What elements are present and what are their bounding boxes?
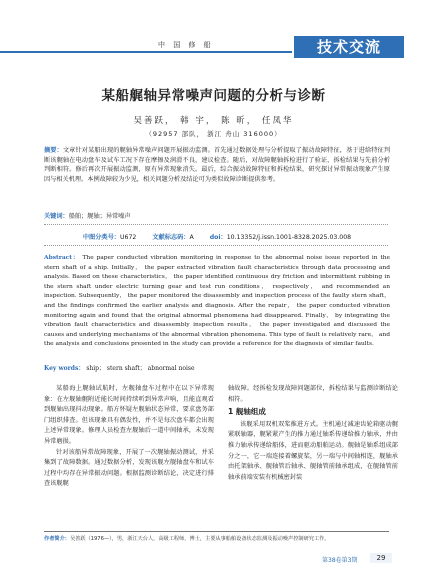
section-banner: 技术交流: [294, 36, 404, 58]
keywords-cn-text: 船舶；艉轴；异常噪声: [68, 213, 131, 220]
meta-divider-bottom: [44, 245, 388, 246]
clc-value: U672: [120, 234, 137, 241]
paper-title: 某船艉轴异常噪声问题的分析与诊断: [101, 88, 326, 104]
footnote-label: 作者简介：: [44, 536, 70, 542]
keywords-cn-label: 关键词：: [44, 213, 69, 220]
keywords-en-text: ship； stern shaft； abnormal noise: [86, 365, 195, 372]
clc-label: 中图分类号：: [82, 234, 120, 241]
doc-code-value: A: [189, 234, 194, 241]
abstract-en-text: The paper conducted vibration monitoring in response to the abnormal noise issue reported in the stern shaft of a ship. Initially， the paper extracted vibration fault characteristics through data processing and analysis. Based on these characteristics， the paper identified continuous dry friction and intermittent rubbing in the stern shaft under electric turning gear and test run conditions， respectively， and recommended an inspection. Subsequently， the paper monitored the disassembly and inspection process of the faulty stern shaft， and the findings confirmed the earlier analysis and diagnosis. After the repair， the paper conducted vibration monitoring again and found that the original abnormal phenomena had disappeared. Finally， by integrating the vibration fault characteristics and disassembly inspection results， the paper investigated and discussed the causes and underlying mechanisms of the abnormal vibration phenomena. This type of fault is relatively rare， and the analysis and conclusions presented in the study can provide a reference for the diagnosis of similar faults.: [44, 255, 391, 348]
abstract-cn-text: 文章针对某船出现的艉轴异常噪声问题开展振动监测。首先通过数据处理与分析提取了振动故障特征，基于进给特征判断该艉轴在电动盘车及试车工况下存在摩擦及润滑不良，建议检查。随后，对故障艉轴拆检进行了验证，拆检结果与先前分析判断相符。修后再次开展振动监测，原有异常现象消失。最后，综合振动故障特征和拆检结果，研究探讨异常振动现象产生原因与相关机理。本例故障较为少见，相关问题分析及结论可为类似故障诊断提供参考。: [44, 147, 391, 183]
body-column-left: [44, 384, 214, 490]
doc-code-label: 文献标志码：: [152, 234, 190, 241]
abstract-chinese: [44, 146, 390, 184]
meta-divider-top: [44, 224, 388, 225]
body-paragraph: 某船海上艉轴试航时，左舰轴盘车过程中在以下异常现象：在左舰轴艉附近能长时间持续听到异常声响，且能直观看到舰轴出现抖动现象。船方怀疑左舰轴状态异常，要求盘务部门组织排查。但该现象具有偶发性，并不是每次盘车都会出现上述异常现象。修理人员检查左舰轴后一道中间轴承，未发现异常磨损。: [44, 385, 214, 445]
paper-affiliation: （92957 部队， 浙江 舟山 316000）: [145, 130, 282, 138]
page-number: 29: [370, 553, 392, 563]
doi-value: 10.13352/j.issn.1001-8328.2025.03.008: [226, 234, 352, 241]
body-column-right: [228, 384, 398, 483]
doc-code-field: [152, 232, 193, 241]
author-footnote: [44, 535, 390, 542]
issue-label: 第38卷第3期: [322, 557, 358, 564]
journal-name: 中 国 修 船: [158, 41, 214, 49]
abstract-english: [44, 253, 390, 350]
footnote-text: 吴善跃（1976—），男，浙江天台人，高级工程师，博士，主要从事船舶设备状态监测及振动噪声控制研究工作。: [69, 536, 330, 542]
doi-label: doi：: [209, 234, 227, 241]
keywords-english: [44, 363, 390, 372]
doi-field: [210, 232, 351, 241]
keywords-en-label: Key words：: [44, 365, 85, 372]
paper-authors: 吴善跃， 韩 宇， 陈 昕， 任凤华: [133, 116, 294, 126]
header-rule: [0, 51, 292, 53]
keywords-chinese: [44, 211, 390, 220]
section-heading: 1 舰轴组成: [228, 407, 266, 417]
article-metadata: [44, 232, 390, 241]
abstract-cn-label: 摘要：: [44, 147, 63, 154]
body-paragraph: 针对该船异常故障现象，开展了一次艉轴振动测试，并采集到了故障数据。通过数据分析，发现该舰左舰轴盘车和试车过程中均存在异常振动问题。根据监测诊断结论，决定进行排查该舰艉: [44, 448, 214, 488]
footnote-rule: [44, 531, 389, 532]
abstract-en-label: Abstract：: [44, 254, 80, 261]
body-paragraph: 该舰采用双机双桨推进方式。主机通过减速齿轮箱驱动艉紧联轴器，艉紧紧产生的推力通过轴系传递给推力轴承，并由推力轴承传递给船体，进而驱动船舶运动。舰轴是轴系组成部分之一，它一端连接着螺旋桨，另一端与中间轴相连，舰轴承由托架轴承、舰轴管后轴承、舰轴管前轴承组成，在舰轴管前轴承前端安装有机械密封装: [228, 420, 398, 481]
body-paragraph: 轴故障。经拆检发现故障问题部位，拆检结果与监测诊断结论相符。: [228, 385, 398, 403]
clc-field: [83, 232, 136, 241]
